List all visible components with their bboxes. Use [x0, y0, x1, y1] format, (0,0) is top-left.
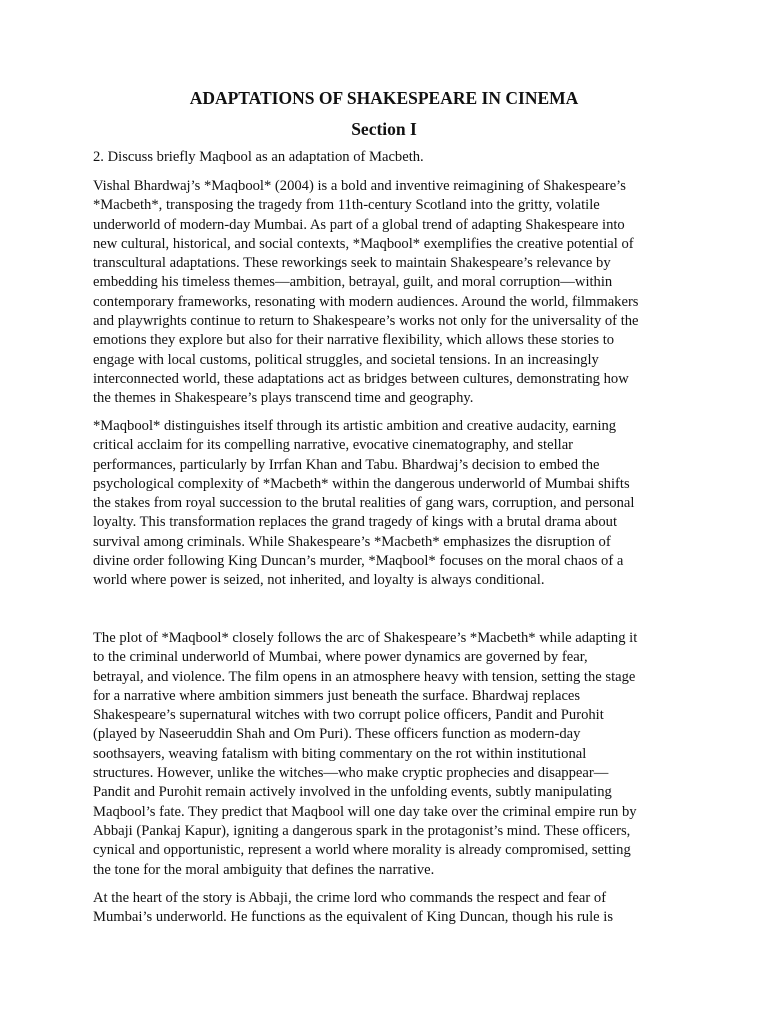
paragraph-line: critical acclaim for its compelling narrative, evocative cinematography, and stellar — [93, 437, 574, 454]
paragraph-line: soothsayers, weaving fatalism with biting commentary on the rot within institutional — [93, 745, 587, 762]
paragraph-line: structures. However, unlike the witches—who make cryptic prophecies and disappear— — [93, 765, 609, 782]
paragraph-line: emotions they explore but also for their narrative flexibility, which allows these stories to — [93, 332, 615, 349]
paragraph-line: transcultural adaptations. These reworkings seek to maintain Shakespeare’s relevance by — [93, 255, 611, 272]
paragraph-line: Pandit and Purohit remain actively involved in the unfolding events, subtly manipulating — [93, 784, 612, 801]
paragraph-3 — [93, 629, 637, 880]
paragraph-line: for a narrative where ambition simmers just beneath the surface. Bhardwaj replaces — [93, 687, 581, 704]
paragraph-line: the stakes from royal succession to the brutal realities of gang wars, corruption, and personal — [93, 495, 635, 512]
paragraph-line: *Maqbool* distinguishes itself through its artistic ambition and creative audacity, earning — [93, 418, 617, 434]
paragraph-4 — [93, 889, 613, 928]
paragraph-line: At the heart of the story is Abbaji, the crime lord who commands the respect and fear of — [93, 890, 607, 906]
paragraph-line: engage with local customs, political struggles, and societal tensions. In an increasingly — [93, 351, 599, 368]
paragraph-line: and playwrights continue to return to Shakespeare’s works not only for the universality of the — [93, 313, 639, 330]
paragraph-line: Abbaji (Pankaj Kapur), igniting a dangerous spark in the protagonist’s mind. These officers, — [93, 822, 631, 839]
paragraph-line: the tone for the moral ambiguity that defines the narrative. — [93, 861, 435, 878]
paragraph-line: to the criminal underworld of Mumbai, where power dynamics are governed by fear, — [93, 649, 588, 666]
paragraph-line: betrayal, and violence. The film opens in an atmosphere heavy with tension, setting the stage — [93, 668, 636, 685]
paragraph-line: Vishal Bhardwaj’s *Maqbool* (2004) is a bold and inventive reimagining of Shakespeare’s — [93, 178, 626, 194]
paragraph-line: Shakespeare’s supernatural witches with two corrupt police officers, Pandit and Purohit — [93, 707, 604, 724]
section-heading: Section I — [351, 119, 417, 139]
paragraph-line: (played by Naseeruddin Shah and Om Puri). These officers function as modern-day — [93, 726, 581, 743]
paragraph-line: contemporary frameworks, resonating with modern audiences. Around the world, filmmakers — [93, 293, 639, 310]
paragraph-line: underworld of modern-day Mumbai. As part of a global trend of adapting Shakespeare into — [93, 216, 625, 233]
paragraph-line: world where power is seized, not inherited, and loyalty is always conditional. — [93, 572, 545, 589]
paragraph-line: embedding his timeless themes—ambition, betrayal, guilt, and moral corruption—within — [93, 274, 613, 291]
paragraph-line: *Macbeth*, transposing the tragedy from 11th-century Scotland into the gritty, volatile — [93, 197, 600, 214]
paragraph-1 — [93, 177, 639, 409]
paragraph-line: psychological complexity of *Macbeth* within the dangerous underworld of Mumbai shifts — [93, 475, 630, 492]
paragraph-line: divine order following King Duncan’s murder, *Maqbool* focuses on the moral chaos of a — [93, 553, 624, 570]
paragraph-line: performances, particularly by Irrfan Khan and Tabu. Bhardwaj’s decision to embed the — [93, 456, 600, 473]
question-text: 2. Discuss briefly Maqbool as an adaptation of Macbeth. — [93, 149, 424, 165]
paragraph-2 — [93, 417, 634, 591]
paragraph-line: the themes in Shakespeare’s plays transcend time and geography. — [93, 390, 474, 407]
paragraph-line: cynical and opportunistic, represent a world where morality is already compromised, setting — [93, 842, 631, 859]
paragraph-line: loyalty. This transformation replaces the grand tragedy of kings with a brutal drama about — [93, 514, 618, 531]
paragraph-line: survival among criminals. While Shakespeare’s *Macbeth* emphasizes the disruption of — [93, 533, 611, 550]
document-title: ADAPTATIONS OF SHAKESPEARE IN CINEMA — [189, 88, 579, 108]
paragraph-line: Mumbai’s underworld. He functions as the equivalent of King Duncan, though his rule is — [93, 909, 614, 926]
paragraph-line: Maqbool’s fate. They predict that Maqbool will one day take over the criminal empire run by — [93, 803, 637, 820]
paragraph-line: interconnected world, these adaptations act as bridges between cultures, demonstrating how — [93, 370, 629, 387]
paragraph-line: The plot of *Maqbool* closely follows the arc of Shakespeare’s *Macbeth* while adapting it — [93, 630, 638, 646]
paragraph-line: new cultural, historical, and social contexts, *Maqbool* exemplifies the creative potential of — [93, 235, 634, 252]
